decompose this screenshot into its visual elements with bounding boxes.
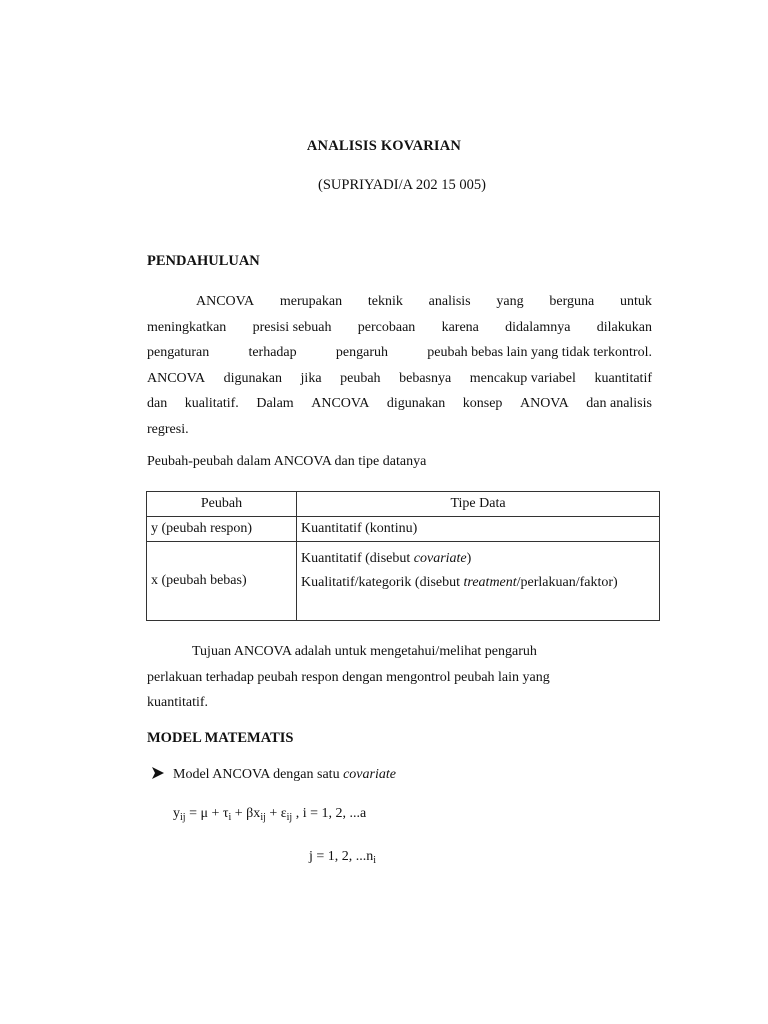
paragraph-word: untuk: [620, 294, 652, 309]
tipe-treatment-line: Kualitatif/kategorik (disebut treatment/perlakuan/faktor): [301, 575, 618, 590]
paragraph-word: yang: [496, 294, 524, 309]
table-cell-peubah: x (peubah bebas): [147, 542, 297, 621]
paragraph-word: peubah bebas lain yang tidak terkontrol.: [427, 345, 652, 360]
paragraph-word: kuantitatif: [594, 370, 652, 386]
table-row: [147, 517, 660, 542]
paragraph-word: analisis: [428, 294, 471, 309]
paragraph-word: digunakan: [223, 370, 282, 386]
paragraph-word: regresi.: [147, 421, 189, 437]
model-equation: $y_{ij} = \mu + \tau_i + \beta x_{ij} + \varepsilon_{ij}$ , i = 1, 2, ...a: [173, 806, 367, 823]
paragraph-word: merupakan: [279, 294, 343, 309]
tipe-covariate-line: Kuantitatif (disebut covariate): [301, 551, 472, 566]
paragraph-line: [147, 340, 652, 366]
paragraph-word: mencakup variabel: [469, 370, 576, 386]
section-heading-pendahuluan: PENDAHULUAN: [147, 253, 260, 269]
table-cell-tipe: Kuantitatif (kontinu): [297, 517, 660, 542]
table-header-tipe-data: Tipe Data: [297, 492, 660, 517]
paragraph-word: Dalam: [256, 396, 294, 411]
paragraph-line: [147, 366, 652, 392]
paragraph-word: pengaturan: [147, 345, 210, 360]
intro-paragraph: [147, 289, 652, 442]
table-cell-tipe: [297, 542, 660, 621]
paragraph-word: ANCOVA: [311, 396, 370, 411]
paragraph-word: percobaan: [357, 319, 416, 335]
section-heading-model-matematis: MODEL MATEMATIS: [147, 730, 294, 746]
table-cell-peubah: y (peubah respon): [147, 517, 297, 542]
paragraph-word: dilakukan: [596, 319, 652, 335]
paragraph-word: ANOVA: [519, 396, 569, 411]
tujuan-line: Tujuan ANCOVA adalah untuk mengetahui/melihat pengaruh: [192, 644, 537, 659]
table-header-row: [147, 492, 660, 517]
paragraph-word: konsep: [462, 396, 503, 411]
paragraph-line: [147, 391, 652, 417]
paragraph-line: [147, 289, 652, 315]
tujuan-line: perlakuan terhadap peubah respon dengan mengontrol peubah lain yang: [147, 669, 550, 685]
bullet-item: Model ANCOVA dengan satu covariate: [151, 766, 396, 783]
paragraph-word: dan analisis: [586, 396, 652, 411]
arrowhead-bullet-icon: [151, 766, 165, 780]
variable-type-table: [146, 491, 660, 621]
tujuan-paragraph: [147, 639, 550, 716]
paragraph-word: berguna: [549, 294, 595, 309]
paragraph-word: dan: [147, 396, 168, 411]
paragraph-word: meningkatkan: [147, 319, 227, 335]
paragraph-word: kualitatif.: [184, 396, 239, 411]
paragraph-word: ANCOVA: [196, 294, 255, 309]
paragraph-word: ANCOVA: [147, 370, 206, 386]
document-subtitle: (SUPRIYADI/A 202 15 005): [318, 177, 486, 193]
table-intro-text: Peubah-peubah dalam ANCOVA dan tipe datanya: [147, 454, 427, 469]
table-header-peubah: Peubah: [147, 492, 297, 517]
paragraph-word: terhadap: [248, 345, 297, 360]
paragraph-word: bebasnya: [399, 370, 452, 386]
paragraph-word: didalamnya: [505, 319, 571, 335]
document-title: ANALISIS KOVARIAN: [306, 138, 462, 154]
paragraph-line: [147, 315, 652, 341]
paragraph-word: karena: [441, 319, 479, 335]
paragraph-word: teknik: [367, 294, 403, 309]
paragraph-line: [147, 417, 652, 443]
table-row: [147, 542, 660, 621]
tujuan-line: kuantitatif.: [147, 695, 209, 710]
paragraph-word: jika: [300, 370, 322, 386]
model-index-range: j = 1, 2, $...n_i$: [309, 849, 377, 866]
paragraph-word: presisi sebuah: [252, 319, 332, 335]
paragraph-word: peubah: [340, 370, 381, 386]
paragraph-word: digunakan: [386, 396, 446, 411]
paragraph-word: pengaruh: [335, 345, 388, 360]
